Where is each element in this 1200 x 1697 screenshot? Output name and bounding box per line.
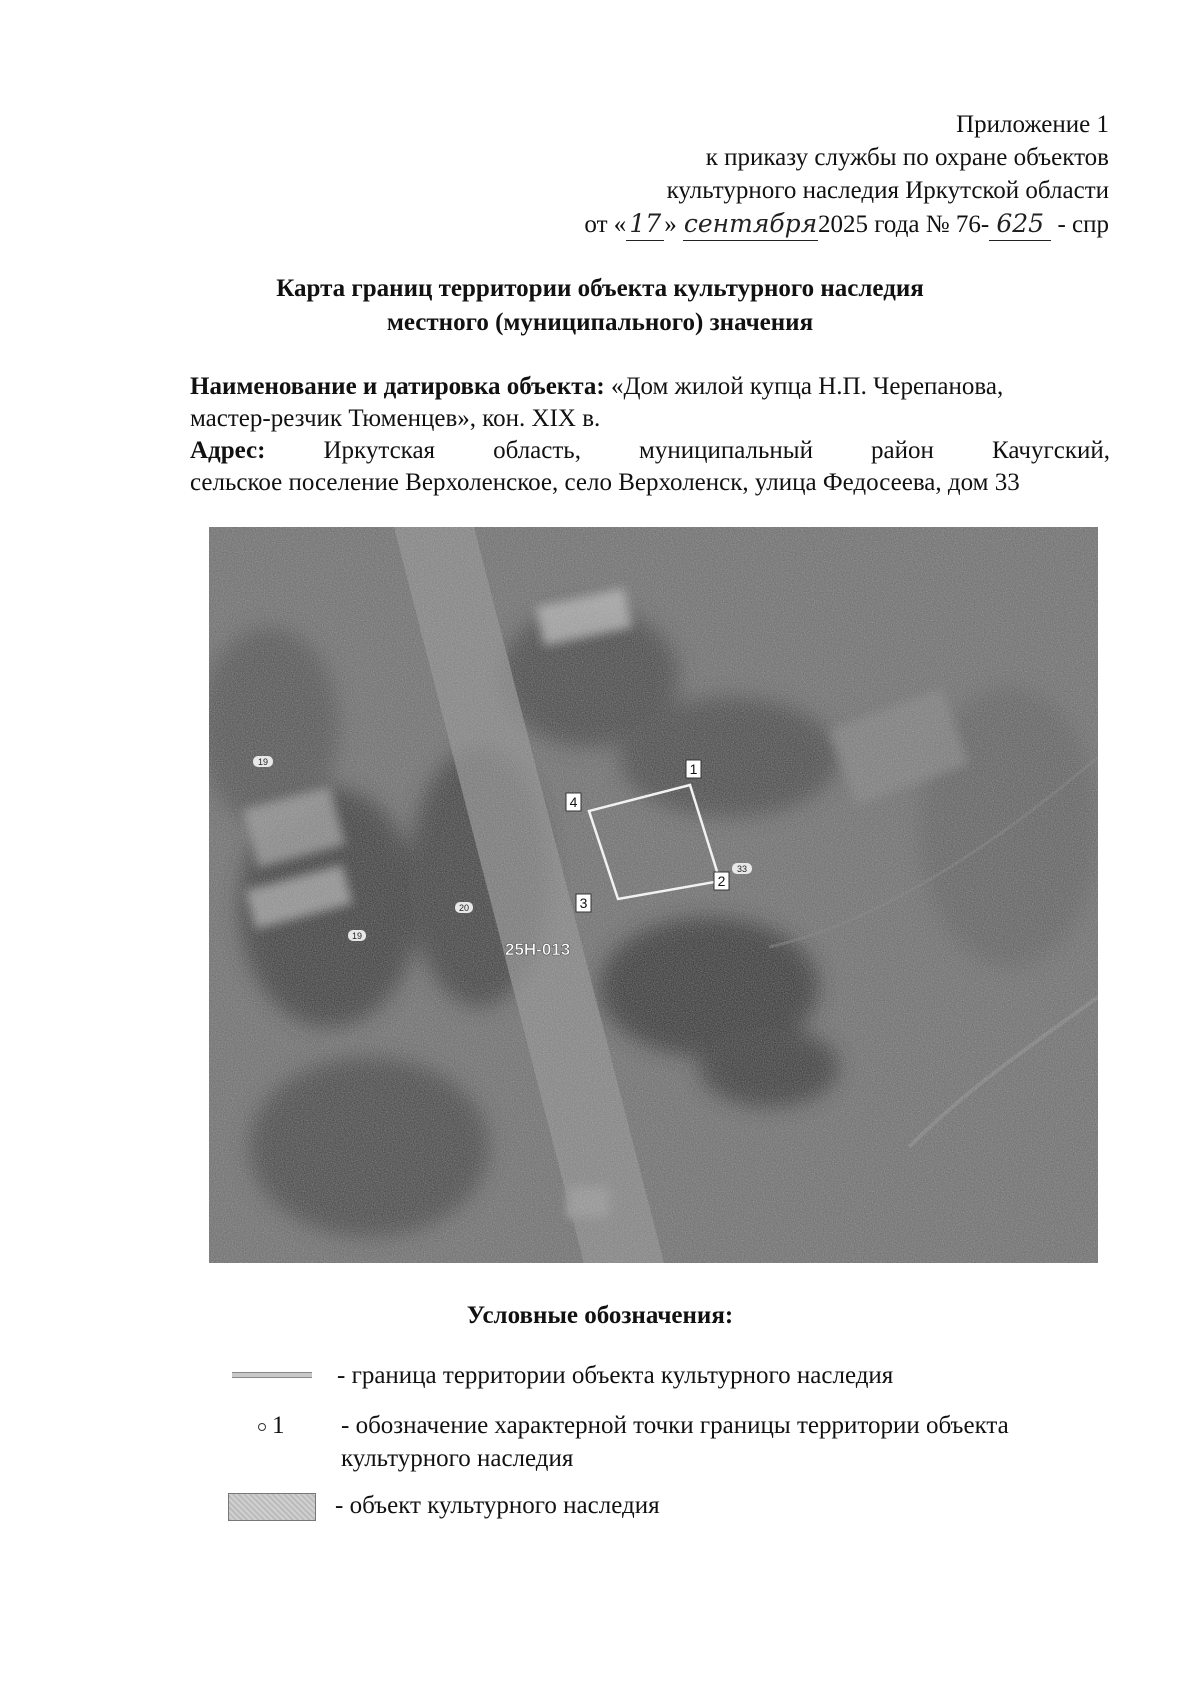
aerial-map — [209, 527, 1098, 1263]
legend-point-number: 1 — [272, 1412, 285, 1439]
legend-boundary-swatch — [232, 1372, 312, 1378]
header-line-2: к приказу службы по охране объектов — [705, 144, 1109, 171]
order-suffix: - спр — [1051, 211, 1109, 238]
house-number-1: 19 — [257, 757, 269, 767]
date-month-handwritten: сентября — [683, 207, 818, 241]
point-label-4: 4 — [569, 794, 578, 810]
point-label-3: 3 — [579, 895, 588, 911]
point-marker-3 — [576, 894, 591, 912]
house-number-3: 33 — [736, 864, 748, 874]
date-mid: » — [664, 211, 677, 238]
date-year: 2025 года № 76- — [818, 211, 990, 238]
legend-boundary-text: - граница территории объекта культурного наследия — [337, 1362, 894, 1389]
object-name-line-1 — [190, 371, 1110, 403]
address-word-4: район — [871, 437, 934, 464]
object-name-line-2: мастер-резчик Тюменцев», кон. XIX в. — [190, 405, 601, 432]
legend-object-text: - объект культурного наследия — [335, 1492, 660, 1519]
object-name-label: Наименование и датировка объекта: — [190, 373, 605, 400]
page-title-line-1: Карта границ территории объекта культурного наследия — [276, 275, 924, 302]
point-label-1: 1 — [689, 761, 698, 777]
house-number-2: 20 — [458, 903, 470, 913]
house-number-4: 19 — [351, 931, 363, 941]
date-day-handwritten: 17 — [626, 207, 664, 241]
date-prefix: от « — [584, 211, 627, 238]
point-label-2: 2 — [717, 873, 726, 889]
road-label: 25Н-013 — [505, 940, 571, 959]
address-word-1: Иркутская — [323, 437, 436, 464]
legend-point-icon — [258, 1423, 266, 1431]
order-number-handwritten: 625 — [989, 207, 1051, 241]
point-marker-4 — [566, 793, 581, 811]
legend-point-text-2: культурного наследия — [341, 1445, 574, 1472]
address-line-2: сельское поселение Верхоленское, село Верхоленск, улица Федосеева, дом 33 — [190, 469, 1020, 496]
address-label: Адрес: — [190, 437, 266, 464]
header-line-1: Приложение 1 — [956, 111, 1109, 138]
house-number-badge-1 — [253, 756, 273, 767]
address-word-3: муниципальный — [639, 437, 813, 464]
point-marker-1 — [686, 760, 701, 778]
legend-title: Условные обозначения: — [466, 1302, 734, 1329]
legend-point-text-1: - обозначение характерной точки границы территории объекта — [341, 1412, 1009, 1439]
header-line-3: культурного наследия Иркутской области — [666, 177, 1109, 204]
legend-object-swatch — [228, 1493, 316, 1521]
page-title-line-2: местного (муниципального) значения — [386, 309, 814, 336]
point-marker-2 — [714, 872, 729, 890]
house-number-badge-3 — [732, 863, 752, 874]
header-order-line — [584, 207, 1109, 241]
address-word-5: Качугский, — [991, 437, 1110, 464]
house-number-badge-2 — [455, 902, 473, 913]
object-name-value-1: «Дом жилой купца Н.П. Черепанова, — [610, 373, 1004, 400]
address-word-2: область, — [493, 437, 581, 464]
address-line-1 — [190, 435, 1110, 467]
house-number-badge-4 — [348, 930, 366, 941]
